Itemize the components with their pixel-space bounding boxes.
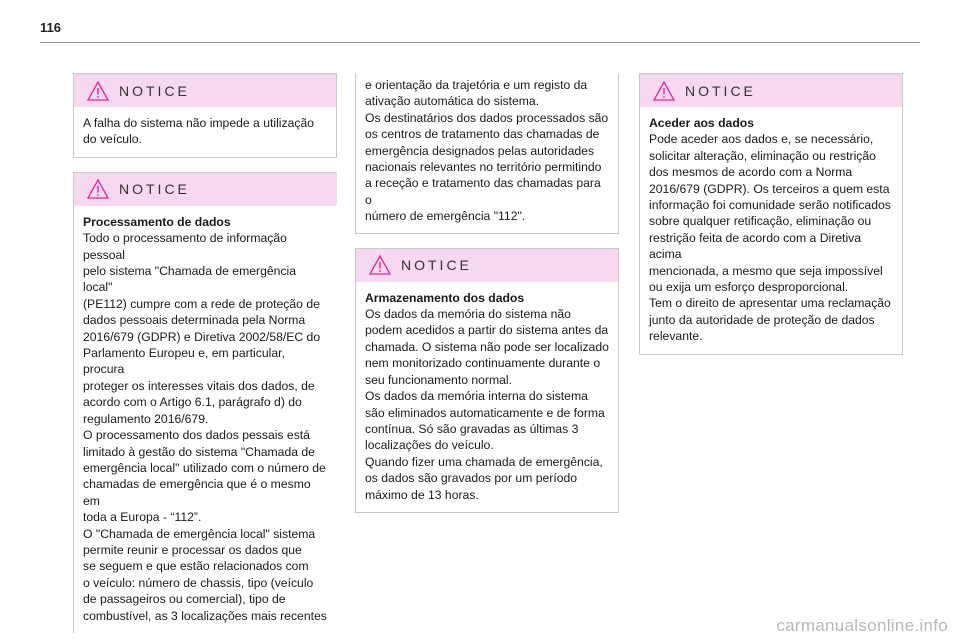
text-line: informação foi comunidade serão notificados — [649, 198, 891, 213]
notice-title: NOTICE — [119, 82, 190, 99]
text-line: O "Chamada de emergência local" sistema — [83, 526, 316, 541]
warning-icon — [369, 255, 391, 275]
text-line: mencionada, a mesmo que seja impossível — [649, 263, 883, 278]
text-line: Parlamento Europeu e, em particular, procura — [83, 346, 285, 377]
text-line: solicitar alteração, eliminação ou restrição — [649, 148, 876, 163]
text-line: os dados são gravados por um período — [365, 471, 578, 486]
text-line: ou exija um esforço desproporcional. — [649, 280, 849, 295]
notice-title: NOTICE — [401, 257, 472, 274]
text-line: O processamento dos dados pessais está — [83, 428, 310, 443]
notice-header — [74, 74, 336, 107]
text-line: dos mesmos de acordo com a Norma — [649, 165, 853, 180]
text-line: emergência local" utilizado com o número de — [83, 460, 326, 475]
notice-body — [356, 282, 618, 512]
notice-lines — [83, 230, 328, 624]
warning-icon — [87, 81, 109, 101]
text-line: restrição feita de acordo com a Diretiva acima — [649, 230, 862, 262]
notice-body — [640, 107, 902, 354]
text-line: localizações do veículo. — [365, 438, 494, 453]
text-line: junto da autoridade de proteção de dados — [649, 312, 875, 327]
notice-body — [74, 107, 336, 157]
column-1 — [73, 73, 337, 633]
column-3 — [639, 73, 903, 369]
text-line: podem acedidos a partir do sistema antes da — [365, 323, 609, 338]
text-line: chamadas de emergência que é o mesmo em — [83, 477, 311, 508]
notice-box-failure — [73, 73, 337, 158]
notice-heading: Aceder aos dados — [649, 116, 754, 130]
text-line: proteger os interesses vitais dos dados, de — [83, 378, 315, 393]
notice-text: A falha do sistema não impede a utilização do veículo. — [83, 116, 315, 147]
text-line: nacionais relevantes no território permitindo — [365, 160, 602, 175]
notice-title: NOTICE — [119, 181, 190, 198]
notice-box-storage — [355, 248, 619, 513]
text-line: de passageiros ou comercial), tipo de — [83, 592, 286, 607]
text-line: Pode aceder aos dados e, se necessário, — [649, 132, 874, 147]
continued-text-box — [355, 73, 619, 234]
text-line: (PE112) cumpre com a rede de proteção de — [83, 296, 320, 311]
text-line: os centros de tratamento das chamadas de — [365, 127, 600, 142]
text-line: são eliminados automaticamente e de forma — [365, 405, 605, 420]
text-line: limitado à gestão do sistema "Chamada de — [83, 444, 315, 459]
notice-title: NOTICE — [685, 82, 756, 99]
page-number: 116 — [40, 20, 61, 35]
text-line: toda a Europa - “112”. — [83, 510, 202, 525]
text-line: Todo o processamento de informação pessoal — [83, 231, 287, 262]
text-line: Tem o direito de apresentar uma reclamação — [649, 296, 891, 311]
text-line: o veículo: número de chassis, tipo (veículo — [83, 575, 314, 590]
text-line: 2016/679 (GDPR). Os terceiros a quem esta — [649, 181, 890, 196]
header-rule — [40, 42, 920, 43]
text-line: ativação automática do sistema. — [365, 94, 540, 109]
text-line: chamada. O sistema não pode ser localizado — [365, 339, 609, 354]
notice-header — [640, 74, 902, 107]
text-line: relevante. — [649, 329, 703, 344]
text-line: seu funcionamento normal. — [365, 372, 513, 387]
text-line: contínua. Só são gravadas as últimas 3 — [365, 421, 579, 436]
text-line: permite reunir e processar os dados que — [83, 542, 302, 557]
watermark: carmanualsonline.info — [776, 616, 948, 635]
notice-header — [356, 249, 618, 282]
text-line: e orientação da trajetória e um registo da — [365, 78, 588, 92]
text-line: emergência designados pelas autoridades — [365, 143, 595, 158]
column-2 — [355, 73, 619, 527]
notice-heading: Armazenamento dos dados — [365, 290, 525, 305]
text-line: Quando fizer uma chamada de emergência, — [365, 454, 603, 469]
text-line: pelo sistema "Chamada de emergência local" — [83, 264, 296, 295]
continued-lines — [365, 77, 609, 225]
notice-heading: Processamento de dados — [83, 214, 231, 229]
warning-icon — [87, 179, 109, 199]
text-line: Os destinatários dos dados processados são — [365, 110, 609, 125]
text-line: a receção e tratamento das chamadas para o — [365, 176, 601, 207]
text-line: dados pessoais determinada pela Norma — [83, 313, 306, 328]
text-line: Os dados da memória do sistema não — [365, 307, 571, 322]
text-line: Os dados da memória interna do sistema — [365, 389, 588, 404]
text-line: número de emergência "112". — [365, 209, 526, 224]
text-line: 2016/679 (GDPR) e Diretiva 2002/58/EC do — [83, 329, 321, 344]
notice-body — [74, 206, 337, 633]
notice-header — [74, 173, 337, 206]
text-line: nem monitorizado continuamente durante o — [365, 356, 601, 371]
notice-box-data-access — [639, 73, 903, 355]
notice-box-data-processing — [73, 172, 337, 633]
text-line: se seguem e que estão relacionados com — [83, 559, 309, 574]
warning-icon — [653, 81, 675, 101]
notice-lines — [365, 306, 609, 503]
text-line: acordo com o Artigo 6.1, parágrafo d) do — [83, 395, 302, 410]
text-line: regulamento 2016/679. — [83, 411, 209, 426]
text-line: combustível, as 3 localizações mais recentes — [83, 608, 327, 623]
text-line: máximo de 13 horas. — [365, 487, 479, 502]
notice-lines — [649, 131, 893, 344]
text-line: sobre qualquer retificação, eliminação ou — [649, 214, 872, 229]
